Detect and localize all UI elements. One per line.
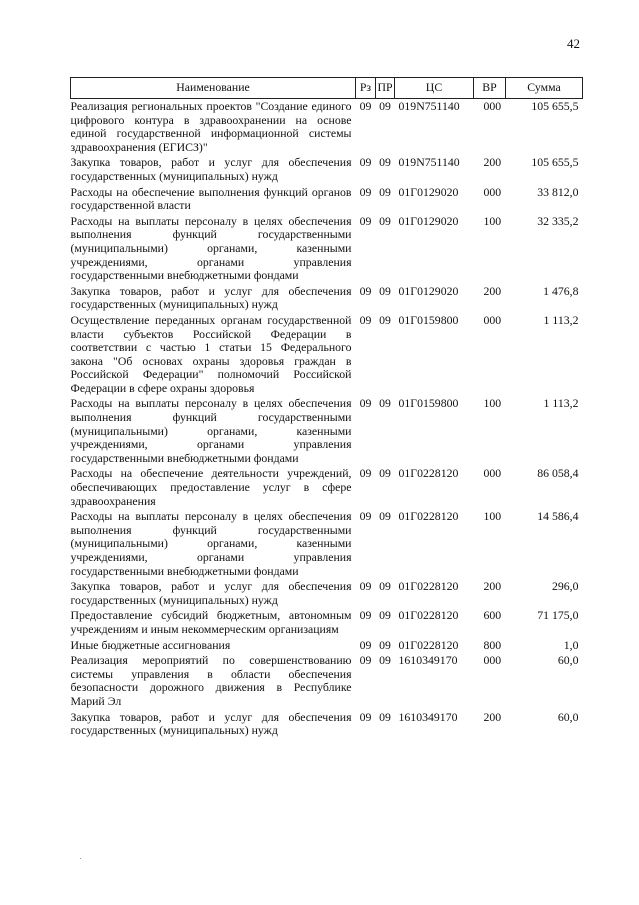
row-pr: 09 xyxy=(379,709,391,724)
row-vr: 000 xyxy=(483,653,502,668)
row-vr: 200 xyxy=(483,283,502,298)
table-row xyxy=(71,509,583,579)
row-cs: 01Г0228120 xyxy=(398,608,459,623)
row-cs: 01Г0228120 xyxy=(398,579,459,594)
row-pr: 09 xyxy=(379,155,391,170)
row-cs: 019N751140 xyxy=(398,99,460,113)
row-vr: 000 xyxy=(483,184,502,199)
row-cs: 01Г0159800 xyxy=(398,312,459,327)
row-name: Расходы на обеспечение выполнения функций органов государственной власти xyxy=(70,184,352,213)
row-rz: 09 xyxy=(359,466,372,481)
table-row xyxy=(71,608,583,637)
row-rz: 09 xyxy=(359,396,372,411)
table-row xyxy=(71,710,583,739)
row-vr: 100 xyxy=(483,213,502,228)
table-row xyxy=(71,396,583,466)
row-rz: 09 xyxy=(359,99,372,113)
row-cs: 01Г0129020 xyxy=(398,213,459,228)
row-vr: 100 xyxy=(483,396,502,411)
row-rz: 09 xyxy=(359,653,372,668)
table-row xyxy=(71,579,583,608)
table-row xyxy=(71,466,583,509)
row-sum: 60,0 xyxy=(557,709,579,724)
row-name: Закупка товаров, работ и услуг для обеспечения государственных (муниципальных) нужд xyxy=(70,155,352,183)
row-rz: 09 xyxy=(359,312,372,327)
row-pr: 09 xyxy=(379,466,391,481)
row-vr: 000 xyxy=(483,99,502,113)
row-name: Расходы на выплаты персоналу в целях обеспечения выполнения функций государственными (муниципальными) органами, казенными учреждениями, органами управления государственными внебюджетными фондами xyxy=(70,213,352,283)
row-sum: 32 335,2 xyxy=(537,213,579,228)
row-sum: 1 476,8 xyxy=(543,283,579,298)
page-number: 42 xyxy=(567,36,580,51)
row-name: Закупка товаров, работ и услуг для обеспечения государственных (муниципальных) нужд xyxy=(70,709,352,738)
row-sum: 86 058,4 xyxy=(537,466,579,481)
header-sum: Сумма xyxy=(506,78,583,99)
table-row xyxy=(71,638,583,654)
row-name: Расходы на выплаты персоналу в целях обеспечения выполнения функций государственными (муниципальными) органами, казенными учреждениями, органами управления государственными внебюджетными фондами xyxy=(70,509,352,578)
header-row xyxy=(71,78,583,99)
table-row xyxy=(71,653,583,709)
row-sum: 71 175,0 xyxy=(537,608,579,623)
table-row xyxy=(71,99,583,156)
row-pr: 09 xyxy=(379,312,391,327)
row-cs: 1610349170 xyxy=(398,709,458,724)
row-cs: 01Г0228120 xyxy=(398,509,459,524)
row-pr: 09 xyxy=(379,637,391,652)
row-vr: 800 xyxy=(483,637,502,652)
row-pr: 09 xyxy=(379,653,391,668)
row-vr: 600 xyxy=(483,608,502,623)
row-sum: 14 586,4 xyxy=(537,509,579,524)
row-sum: 105 655,5 xyxy=(531,99,579,113)
row-pr: 09 xyxy=(379,184,391,199)
row-vr: 100 xyxy=(483,509,502,524)
row-rz: 09 xyxy=(359,709,372,724)
row-rz: 09 xyxy=(359,608,372,623)
row-cs: 01Г0129020 xyxy=(398,184,459,199)
row-rz: 09 xyxy=(359,637,372,652)
row-sum: 1 113,2 xyxy=(543,396,579,411)
row-rz: 09 xyxy=(359,184,372,199)
row-pr: 09 xyxy=(379,509,391,524)
row-sum: 105 655,5 xyxy=(531,155,579,170)
table-row xyxy=(71,284,583,313)
budget-table xyxy=(70,77,583,739)
row-vr: 200 xyxy=(483,709,502,724)
row-pr: 09 xyxy=(379,579,391,594)
row-name: Иные бюджетные ассигнования xyxy=(70,637,231,652)
row-pr: 09 xyxy=(379,608,391,623)
table-row xyxy=(71,313,583,397)
row-name: Реализация региональных проектов "Создание единого цифрового контура в здравоохранении на основе единой государственной информационной системы здравоохранения (ЕГИСЗ)" xyxy=(70,99,352,154)
row-cs: 01Г0228120 xyxy=(398,466,459,481)
row-pr: 09 xyxy=(379,396,391,411)
header-vr: ВР xyxy=(474,78,506,99)
row-name: Закупка товаров, работ и услуг для обеспечения государственных (муниципальных) нужд xyxy=(70,579,352,607)
row-cs: 1610349170 xyxy=(398,653,458,668)
row-pr: 09 xyxy=(379,213,391,228)
table-body xyxy=(71,99,583,739)
row-rz: 09 xyxy=(359,283,372,298)
row-name: Закупка товаров, работ и услуг для обеспечения государственных (муниципальных) нужд xyxy=(70,283,352,312)
row-name: Расходы на обеспечение деятельности учреждений, обеспечивающих предоставление услуг в сфере здравоохранения xyxy=(70,466,352,508)
row-pr: 09 xyxy=(379,283,391,298)
row-sum: 60,0 xyxy=(557,653,579,668)
row-vr: 200 xyxy=(483,155,502,170)
row-sum: 296,0 xyxy=(551,579,579,594)
row-name: Реализация мероприятий по совершенствованию системы управления в области обеспечения безопасности дорожного движения в Республике Марий Эл xyxy=(70,653,352,708)
row-rz: 09 xyxy=(359,579,372,594)
row-rz: 09 xyxy=(359,213,372,228)
scan-speck xyxy=(80,858,81,859)
row-vr: 000 xyxy=(483,312,502,327)
row-cs: 01Г0129020 xyxy=(398,283,459,298)
row-pr: 09 xyxy=(379,99,391,113)
table-header xyxy=(71,78,583,99)
header-rz: Рз xyxy=(356,78,376,99)
row-vr: 200 xyxy=(483,579,502,594)
header-cs: ЦС xyxy=(395,78,474,99)
row-sum: 1 113,2 xyxy=(543,312,579,327)
row-vr: 000 xyxy=(483,466,502,481)
row-sum: 33 812,0 xyxy=(537,184,579,199)
row-name: Расходы на выплаты персоналу в целях обеспечения выполнения функций государственными (муниципальными) органами, казенными учреждениями, органами управления государственными внебюджетными фондами xyxy=(70,396,352,465)
header-name: Наименование xyxy=(71,78,356,99)
row-cs: 01Г0159800 xyxy=(398,396,459,411)
row-sum: 1,0 xyxy=(563,637,579,652)
table-row xyxy=(71,214,583,284)
row-rz: 09 xyxy=(359,155,372,170)
header-pr: ПР xyxy=(376,78,395,99)
table-row xyxy=(71,155,583,184)
row-cs: 01Г0228120 xyxy=(398,637,459,652)
row-rz: 09 xyxy=(359,509,372,524)
table-row xyxy=(71,185,583,214)
row-name: Осуществление переданных органам государственной власти субъектов Российской Федерации в соответствии с частью 1 статьи 15 Федерального закона "Об основах охраны здоровья граждан в Российской Федерации" полномочий Российской Федерации в сфере охраны здоровья xyxy=(70,312,352,395)
row-name: Предоставление субсидий бюджетным, автономным учреждениям и иным некоммерческим организациям xyxy=(70,608,352,636)
row-cs: 019N751140 xyxy=(398,155,460,170)
